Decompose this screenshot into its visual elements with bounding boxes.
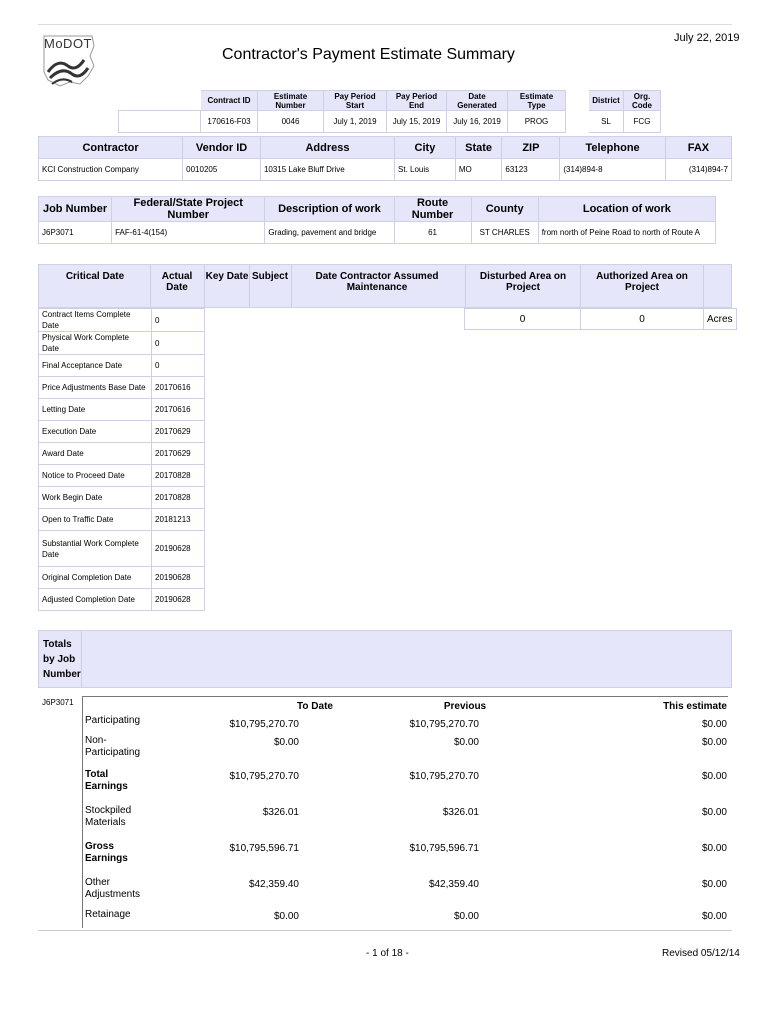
critical-date-row: [39, 465, 205, 487]
totals-to-date: $0.00: [273, 737, 299, 748]
hdr-fax: FAX: [665, 137, 731, 159]
totals-previous: $0.00: [453, 737, 479, 748]
hdr-address: Address: [260, 137, 394, 159]
hdr-county: County: [471, 197, 538, 222]
hdr-critical-date: Critical Date: [65, 271, 125, 282]
totals-previous: $0.00: [453, 911, 479, 922]
col-previous: Previous: [443, 701, 487, 712]
critical-date-row: [39, 309, 205, 332]
val-zip: 63123: [502, 159, 560, 181]
area-values: [464, 308, 737, 330]
critical-date-label: Award Date: [39, 443, 152, 465]
val-contractor: KCI Construction Company: [39, 159, 183, 181]
totals-row: [83, 805, 727, 837]
totals-to-date: $10,795,596.71: [229, 843, 299, 854]
totals-this-estimate: $0.00: [701, 807, 727, 818]
hdr-key-date: Key Date: [205, 271, 249, 282]
hdr-authorized-area: Authorized Area on Project: [596, 271, 688, 293]
critical-date-value: 20190628: [152, 567, 205, 589]
totals-this-estimate: $0.00: [701, 911, 727, 922]
totals-to-date: $0.00: [273, 911, 299, 922]
critical-dates-table: [38, 308, 205, 611]
hdr-location: Location of work: [538, 197, 715, 222]
hdr-disturbed-area: Disturbed Area on Project: [479, 271, 567, 293]
hdr-state: State: [455, 137, 502, 159]
totals-to-date: $10,795,270.70: [229, 771, 299, 782]
critical-date-value: 20170828: [152, 465, 205, 487]
critical-date-label: Price Adjustments Base Date: [39, 377, 152, 399]
val-contract-id: 170616-F03: [201, 111, 258, 133]
hdr-district: District: [589, 91, 624, 111]
val-date-generated: July 16, 2019: [447, 111, 508, 133]
totals-row: [83, 841, 727, 873]
hdr-telephone: Telephone: [560, 137, 665, 159]
val-address: 10315 Lake Bluff Drive: [260, 159, 394, 181]
val-route-number: 61: [394, 222, 471, 244]
totals-row-label: Other Adjustments: [85, 877, 141, 900]
critical-date-label: Execution Date: [39, 421, 152, 443]
critical-date-label: Open to Traffic Date: [39, 509, 152, 531]
hdr-city: City: [395, 137, 456, 159]
critical-date-row: [39, 509, 205, 531]
val-description: Grading, pavement and bridge: [265, 222, 394, 244]
critical-date-row: [39, 531, 205, 567]
contract-table: [118, 90, 661, 133]
critical-date-value: 20170616: [152, 399, 205, 421]
critical-date-value: 0: [152, 355, 205, 377]
hdr-subject: Subject: [251, 271, 289, 282]
hdr-contractor: Contractor: [39, 137, 183, 159]
hdr-estimate-type: Estimate Type: [508, 91, 566, 111]
logo-text: MoDOT: [44, 36, 92, 51]
val-authorized-area: 0: [581, 309, 704, 330]
totals-row-label: Gross Earnings: [85, 841, 128, 864]
hdr-org-code: Org. Code: [624, 91, 661, 111]
critical-date-row: [39, 421, 205, 443]
critical-date-label: Notice to Proceed Date: [39, 465, 152, 487]
val-city: St. Louis: [395, 159, 456, 181]
critical-date-label: Adjusted Completion Date: [39, 589, 152, 611]
val-estimate-number: 0046: [258, 111, 324, 133]
totals-previous: $10,795,596.71: [409, 843, 479, 854]
page-title: Contractor's Payment Estimate Summary: [222, 46, 515, 63]
totals-row: [83, 909, 727, 941]
totals-title: Totals by Job Number: [43, 639, 81, 680]
modot-logo: [40, 32, 100, 88]
totals-this-estimate: $0.00: [701, 843, 727, 854]
hdr-description: Description of work: [265, 197, 394, 222]
totals-header: [38, 630, 732, 688]
hdr-zip: ZIP: [502, 137, 560, 159]
critical-date-label: Final Acceptance Date: [39, 355, 152, 377]
hdr-maintenance-date: Date Contractor Assumed Maintenance: [315, 271, 439, 293]
totals-row: [83, 769, 727, 801]
col-to-date: To Date: [297, 701, 333, 712]
totals-row-label: Non-Participating: [85, 735, 141, 758]
val-pay-period-end: July 15, 2019: [387, 111, 447, 133]
val-district: SL: [589, 111, 624, 133]
critical-date-value: 20170828: [152, 487, 205, 509]
totals-previous: $10,795,270.70: [409, 771, 479, 782]
top-rule: [38, 24, 732, 25]
critical-date-label: Contract Items Complete Date: [39, 309, 152, 332]
critical-date-label: Letting Date: [39, 399, 152, 421]
val-disturbed-area: 0: [465, 309, 581, 330]
critical-date-label: Work Begin Date: [39, 487, 152, 509]
totals-this-estimate: $0.00: [701, 719, 727, 730]
val-org-code: FCG: [624, 111, 661, 133]
totals-row-label: Stockpiled Materials: [85, 805, 132, 828]
hdr-vendor-id: Vendor ID: [183, 137, 261, 159]
hdr-pay-period-end: Pay Period End: [387, 91, 447, 111]
val-pay-period-start: July 1, 2019: [324, 111, 387, 133]
critical-date-label: Substantial Work Complete Date: [39, 531, 152, 567]
val-vendor-id: 0010205: [183, 159, 261, 181]
report-date: July 22, 2019: [674, 32, 740, 44]
contractor-table: [38, 136, 732, 181]
page-number: - 1 of 18 -: [366, 948, 409, 959]
totals-previous: $10,795,270.70: [409, 719, 479, 730]
hdr-route-number: Route Number: [394, 197, 471, 222]
critical-date-row: [39, 443, 205, 465]
totals-to-date: $326.01: [262, 807, 299, 818]
val-project-number: FAF-61-4(154): [112, 222, 265, 244]
totals-previous: $326.01: [442, 807, 479, 818]
critical-date-row: [39, 399, 205, 421]
hdr-actual-date: Actual Date: [161, 271, 193, 293]
val-state: MO: [455, 159, 502, 181]
totals-row: [83, 877, 727, 909]
critical-date-value: 20190628: [152, 589, 205, 611]
totals-previous: $42,359.40: [428, 879, 479, 890]
totals-box: [82, 696, 728, 928]
critical-date-row: [39, 332, 205, 355]
critical-date-value: 20170629: [152, 421, 205, 443]
critical-date-value: 20181213: [152, 509, 205, 531]
totals-row-label: Retainage: [85, 909, 131, 920]
hdr-pay-period-start: Pay Period Start: [324, 91, 387, 111]
totals-this-estimate: $0.00: [701, 771, 727, 782]
hdr-contract-id: Contract ID: [201, 91, 258, 111]
critical-date-row: [39, 567, 205, 589]
totals-row: [83, 735, 727, 767]
col-this-estimate: This estimate: [663, 701, 727, 712]
totals-to-date: $10,795,270.70: [229, 719, 299, 730]
critical-date-row: [39, 487, 205, 509]
critical-date-label: Original Completion Date: [39, 567, 152, 589]
critical-date-value: 0: [152, 332, 205, 355]
critical-header: [38, 264, 732, 308]
totals-bottom-rule: [38, 930, 732, 931]
totals-to-date: $42,359.40: [248, 879, 299, 890]
critical-date-value: 20190628: [152, 531, 205, 567]
critical-date-label: Physical Work Complete Date: [39, 332, 152, 355]
val-area-unit: Acres: [704, 309, 737, 330]
hdr-project-number: Federal/State Project Number: [112, 197, 265, 222]
job-table: [38, 196, 716, 244]
hdr-estimate-number: Estimate Number: [258, 91, 324, 111]
val-fax: (314)894-7: [665, 159, 731, 181]
totals-this-estimate: $0.00: [701, 879, 727, 890]
val-telephone: (314)894-8: [560, 159, 665, 181]
totals-row-label: Total Earnings: [85, 769, 128, 792]
revised-date: Revised 05/12/14: [662, 948, 740, 959]
critical-date-value: 0: [152, 309, 205, 332]
critical-date-value: 20170616: [152, 377, 205, 399]
critical-date-row: [39, 589, 205, 611]
val-county: ST CHARLES: [471, 222, 538, 244]
critical-date-row: [39, 355, 205, 377]
val-estimate-type: PROG: [508, 111, 566, 133]
critical-date-value: 20170629: [152, 443, 205, 465]
hdr-job-number: Job Number: [39, 197, 112, 222]
val-location: from north of Peine Road to north of Route A: [538, 222, 715, 244]
totals-job-number: J6P3071: [42, 698, 74, 707]
totals-row-label: Participating: [85, 715, 141, 726]
val-job-number: J6P3071: [39, 222, 112, 244]
totals-this-estimate: $0.00: [701, 737, 727, 748]
critical-date-row: [39, 377, 205, 399]
hdr-date-generated: Date Generated: [447, 91, 508, 111]
